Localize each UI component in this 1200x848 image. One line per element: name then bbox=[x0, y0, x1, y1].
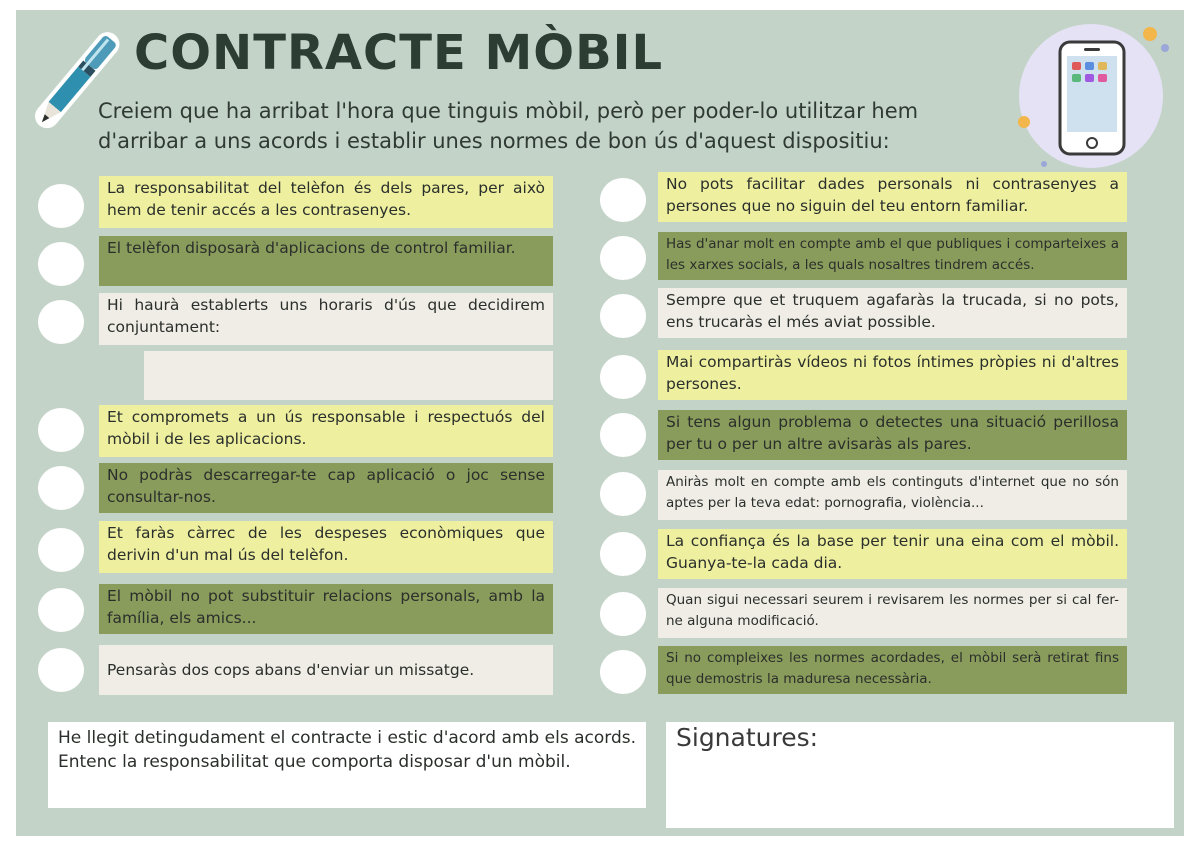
rule-box: Et faràs càrrec de les despeses econòmiques que derivin d'un mal ús del telèfon. bbox=[99, 521, 553, 573]
signatures-label: Signatures: bbox=[676, 723, 819, 752]
rule-box: Si no compleixes les normes acordades, el mòbil serà retirat fins que demostris la maduresa necessària. bbox=[658, 646, 1127, 694]
rule-box: Pensaràs dos cops abans d'enviar un missatge. bbox=[99, 645, 553, 695]
rule-box: La confiança és la base per tenir una eina com el mòbil. Guanya-te-la cada dia. bbox=[658, 529, 1127, 579]
rule-box: No podràs descarregar-te cap aplicació o joc sense consultar-nos. bbox=[99, 463, 553, 513]
checkbox-circle[interactable] bbox=[38, 528, 84, 572]
rule-box: Aniràs molt en compte amb els continguts d'internet que no són aptes per la teva edat: pornografia, violència... bbox=[658, 470, 1127, 520]
checkbox-circle[interactable] bbox=[600, 413, 646, 457]
checkbox-circle[interactable] bbox=[38, 184, 84, 228]
checkbox-circle[interactable] bbox=[38, 300, 84, 344]
checkbox-circle[interactable] bbox=[38, 408, 84, 452]
rule-box: Sempre que et truquem agafaràs la trucada, si no pots, ens trucaràs el més aviat possible. bbox=[658, 288, 1127, 338]
checkbox-circle[interactable] bbox=[38, 242, 84, 286]
rule-box: La responsabilitat del telèfon és dels pares, per això hem de tenir accés a les contrasenyes. bbox=[99, 176, 553, 228]
rule-box: Has d'anar molt en compte amb el que publiques i comparteixes a les xarxes socials, a les quals nosaltres tindrem accés. bbox=[658, 232, 1127, 280]
agreement-text: He llegit detingudament el contracte i estic d'acord amb els acords. Entenc la responsabilitat que comporta disposar d'un mòbil. bbox=[48, 722, 646, 808]
checkbox-circle[interactable] bbox=[600, 178, 646, 222]
smartphone-icon bbox=[1010, 14, 1185, 179]
schedule-field[interactable] bbox=[144, 351, 553, 400]
checkbox-circle[interactable] bbox=[600, 294, 646, 338]
rule-box: El mòbil no pot substituir relacions personals, amb la família, els amics... bbox=[99, 584, 553, 634]
intro-text: Creiem que ha arribat l'hora que tinguis mòbil, però per poder-lo utilitzar hem d'arribar a uns acords i establir unes normes de bon ús d'aquest dispositiu: bbox=[98, 99, 919, 153]
checkbox-circle[interactable] bbox=[600, 650, 646, 694]
rule-box: Mai compartiràs vídeos ni fotos íntimes pròpies ni d'altres persones. bbox=[658, 350, 1127, 400]
page-title: CONTRACTE MÒBIL bbox=[134, 25, 664, 81]
rule-box: No pots facilitar dades personals ni contrasenyes a persones que no siguin del teu entorn familiar. bbox=[658, 172, 1127, 222]
rule-box: Et compromets a un ús responsable i respectuós del mòbil i de les aplicacions. bbox=[99, 405, 553, 457]
checkbox-circle[interactable] bbox=[600, 355, 646, 399]
rule-box: Quan sigui necessari seurem i revisarem les normes per si cal fer-ne alguna modificació. bbox=[658, 588, 1127, 638]
rule-box: Hi haurà establerts uns horaris d'ús que decidirem conjuntament: bbox=[99, 293, 553, 345]
checkbox-circle[interactable] bbox=[600, 592, 646, 636]
checkbox-circle[interactable] bbox=[38, 588, 84, 632]
checkbox-circle[interactable] bbox=[600, 532, 646, 576]
rule-box: Si tens algun problema o detectes una situació perillosa per tu o per un altre avisaràs als pares. bbox=[658, 410, 1127, 460]
checkbox-circle[interactable] bbox=[600, 236, 646, 280]
checkbox-circle[interactable] bbox=[600, 472, 646, 516]
checkbox-circle[interactable] bbox=[38, 466, 84, 510]
checkbox-circle[interactable] bbox=[38, 648, 84, 692]
rule-box: El telèfon disposarà d'aplicacions de control familiar. bbox=[99, 236, 553, 286]
